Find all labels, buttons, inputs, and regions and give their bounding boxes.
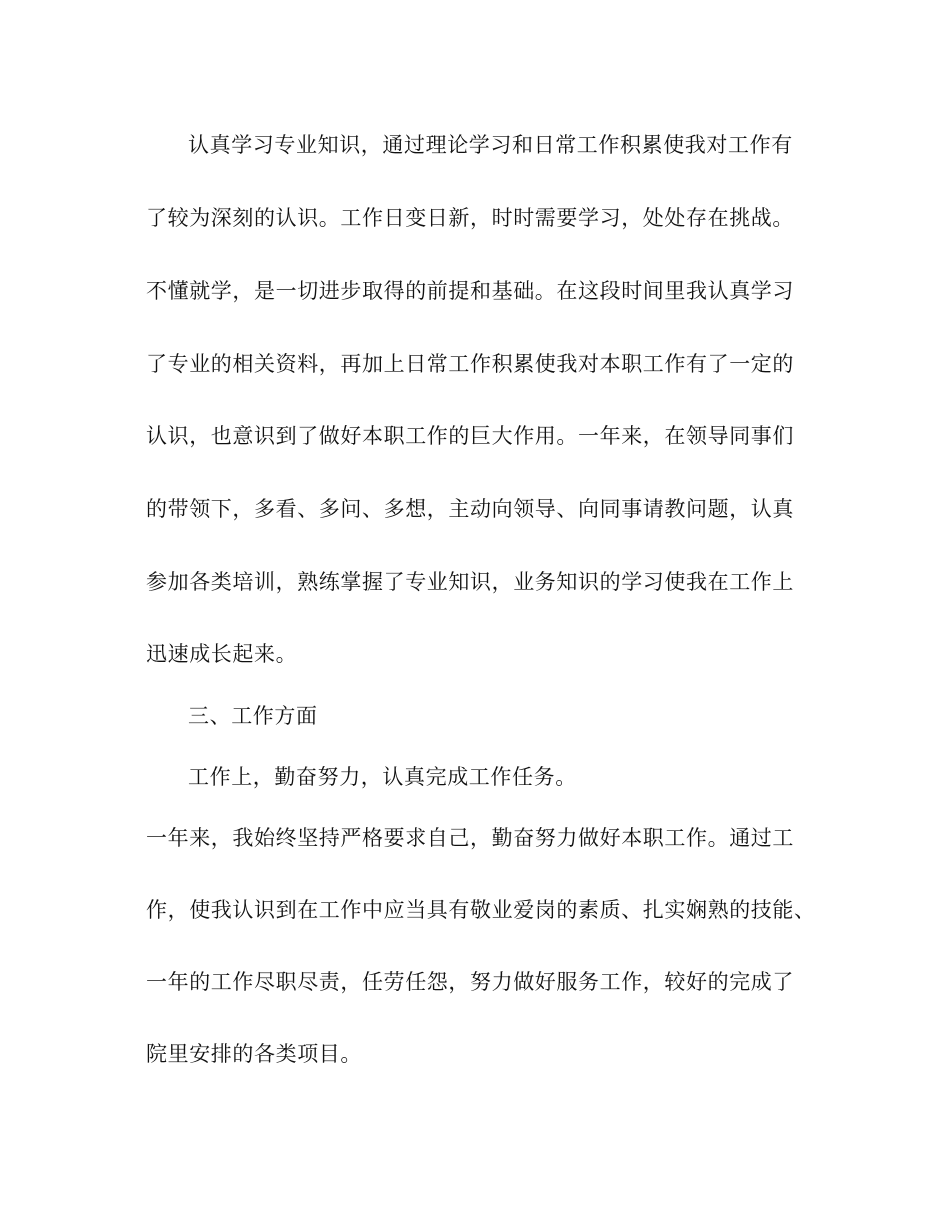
paragraph-1-line-1: 认真学习专业知识，通过理论学习和日常工作积累使我对工作有: [188, 133, 793, 157]
paragraph-1-line-8: 迅速成长起来。: [146, 642, 298, 666]
subheading: 工作上，勤奋努力，认真完成工作任务。: [188, 765, 577, 789]
paragraph-1-line-3: 不懂就学，是一切进步取得的前提和基础。在这段时间里我认真学习: [146, 279, 794, 303]
paragraph-2-line-3: 一年的工作尽职尽责，任劳任怨，努力做好服务工作，较好的完成了: [146, 970, 794, 994]
section-heading: 三、工作方面: [188, 704, 318, 728]
paragraph-1-line-6: 的带领下，多看、多问、多想，主动向领导、向同事请教问题，认真: [146, 497, 794, 521]
paragraph-2-line-4: 院里安排的各类项目。: [146, 1042, 362, 1066]
paragraph-1-line-5: 认识，也意识到了做好本职工作的巨大作用。一年来，在领导同事们: [146, 424, 794, 448]
paragraph-1-line-2: 了较为深刻的认识。工作日变日新，时时需要学习，处处存在挑战。: [146, 206, 794, 230]
paragraph-2-line-2: 作，使我认识到在工作中应当具有敬业爱岗的素质、扎实娴熟的技能、: [146, 898, 816, 922]
paragraph-1-line-4: 了专业的相关资料，再加上日常工作积累使我对本职工作有了一定的: [146, 352, 794, 376]
paragraph-1-line-7: 参加各类培训，熟练掌握了专业知识，业务知识的学习使我在工作上: [146, 570, 794, 594]
paragraph-2-line-1: 一年来，我始终坚持严格要求自己，勤奋努力做好本职工作。通过工: [146, 826, 794, 850]
